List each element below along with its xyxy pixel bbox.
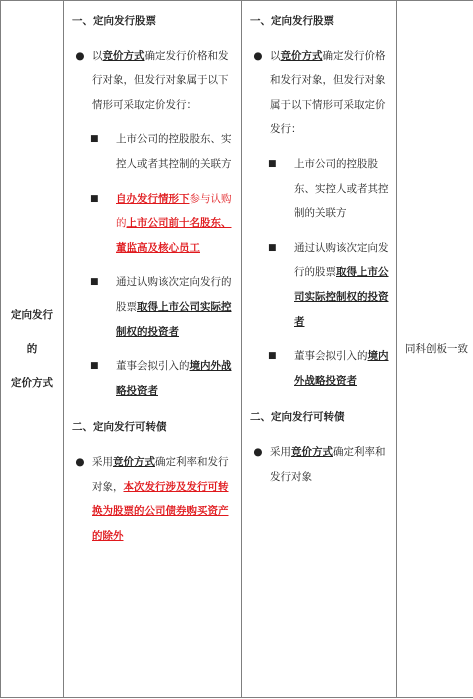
section-heading: 二、定向发行可转债 [72,421,167,434]
note-text: 同科创板一致 [405,343,468,355]
bullet-icon: ● [253,49,263,62]
row-label-line: 定价方式 [11,377,53,389]
left-content-cell [64,1,242,698]
item-text: 上市公司的控股股东、实控人或者其控制的关联方 [294,157,389,220]
list-item [246,44,393,142]
list-item [68,450,238,548]
section-heading: 一、定向发行股票 [250,15,334,27]
item-text: 通过认购该次定向发行的股票取得上市公司实际控制权的投资者 [294,241,389,328]
square-bullet-icon: ■ [90,361,99,372]
row-label-cell [1,1,64,698]
sub-list-item [68,187,238,261]
item-text: 采用竞价方式确定利率和发行对象，本次发行涉及发行可转换为股票的公司债券购买资产的除外 [92,455,229,542]
bullet-icon: ● [75,455,85,468]
sub-list-item [68,354,238,403]
square-bullet-icon: ■ [268,351,277,362]
item-text: 采用竞价方式确定利率和发行对象 [270,445,386,483]
list-item [68,44,238,118]
section-heading: 二、定向发行可转债 [250,411,345,424]
row-label-line: 定向发行 [11,309,53,321]
square-bullet-icon: ■ [90,193,99,204]
bullet-icon: ● [75,49,85,62]
square-bullet-icon: ■ [268,242,277,253]
item-text: 董事会拟引入的境内外战略投资者 [116,360,232,397]
item-text: 以竞价方式确定发行价格和发行对象，但发行对象属于以下情形可采取定价发行： [270,49,386,136]
note-cell [397,1,473,698]
sub-list-item [68,270,238,344]
item-text: 董事会拟引入的境内外战略投资者 [294,350,389,387]
sub-list-item [246,236,393,334]
sub-list-item [246,152,393,226]
square-bullet-icon: ■ [268,158,277,169]
sub-list-item [246,344,393,393]
sub-list-item [68,127,238,176]
right-content-cell [242,1,397,698]
table-row [1,1,473,698]
row-label [1,298,63,400]
item-text: 通过认购该次定向发行的股票取得上市公司实际控制权的投资者 [116,276,232,338]
item-text: 自办发行情形下参与认购的上市公司前十名股东、董监高及核心员工 [116,192,232,254]
section-heading: 一、定向发行股票 [72,15,156,27]
item-text: 以竞价方式确定发行价格和发行对象，但发行对象属于以下情形可采取定价发行： [92,49,229,111]
list-item [246,440,393,489]
square-bullet-icon: ■ [90,134,99,145]
item-text: 上市公司的控股股东、实控人或者其控制的关联方 [116,133,232,170]
row-label-line: 的 [26,343,38,355]
square-bullet-icon: ■ [90,277,99,288]
bullet-icon: ● [253,445,263,458]
